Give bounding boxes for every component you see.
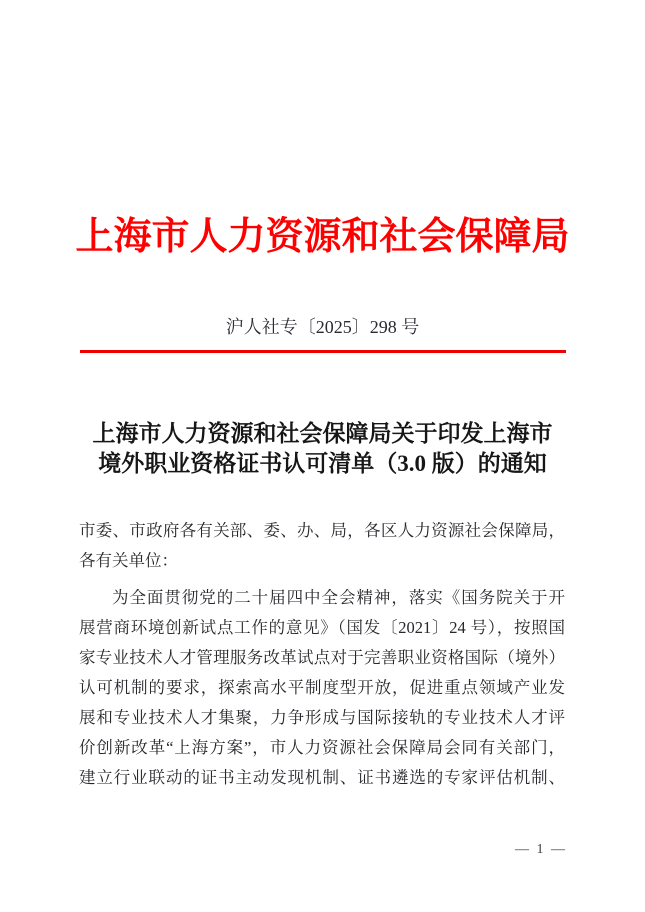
notice-title-line-1: 上海市人力资源和社会保障局关于印发上海市: [92, 421, 553, 446]
body-line: 各有关单位：: [79, 551, 178, 570]
issuing-org-title: 上海市人力资源和社会保障局: [75, 216, 570, 258]
body-line: 认可机制的要求，探索高水平制度型开放，促进重点领域产业发: [79, 678, 565, 697]
body-line: 展营商环境创新试点工作的意见》（国发〔2021〕24 号），按照国: [79, 618, 566, 637]
notice-body: [79, 516, 565, 793]
body-line: 价创新改革“上海方案”，市人力资源社会保障局会同有关部门，: [79, 738, 565, 757]
red-divider-line: [80, 350, 566, 353]
notice-title: [0, 419, 645, 479]
body-line: 家专业技术人才管理服务改革试点对于完善职业资格国际（境外）: [79, 648, 565, 667]
body-line: 市委、市政府各有关部、委、办、局，各区人力资源社会保障局，: [79, 521, 565, 540]
notice-title-line-2: 境外职业资格证书认可清单（3.0 版）的通知: [98, 451, 547, 476]
page-number: — 1 —: [515, 842, 567, 857]
body-line: 为全面贯彻党的二十届四中全会精神，落实《国务院关于开: [112, 588, 565, 607]
body-line: 展和专业技术人才集聚，力争形成与国际接轨的专业技术人才评: [79, 708, 565, 727]
document-number: 沪人社专〔2025〕298 号: [225, 317, 420, 337]
body-line: 建立行业联动的证书主动发现机制、证书遴选的专家评估机制、: [79, 768, 565, 787]
